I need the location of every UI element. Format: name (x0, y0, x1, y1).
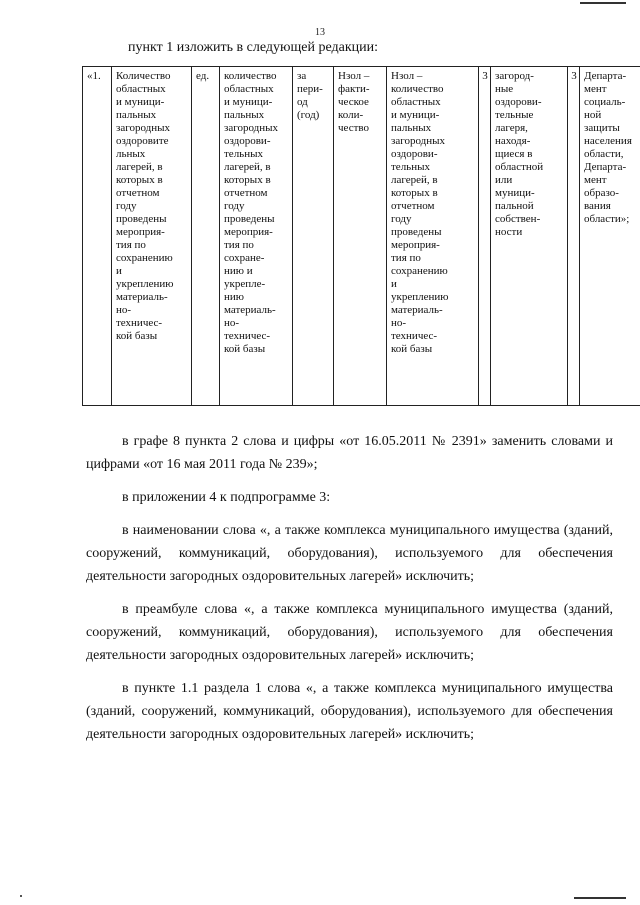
table-cell-formula-description: Нзол – количество областных и муници- пальных загородных оздорови- тельных лагерей, в которых в отчетном году проведены мероприя- тия по сохранению и укреплению материаль- но- техничес- кой базы (387, 67, 479, 406)
scan-dot-mark (20, 895, 22, 897)
scan-edge-mark-bottom (574, 897, 626, 899)
intro-line: пункт 1 изложить в следующей редакции: (128, 40, 378, 55)
scan-edge-mark-top (580, 2, 626, 4)
table-cell-responsible-code: 3 (568, 67, 580, 406)
table-row (83, 67, 640, 406)
table-cell-responsible: Департа- мент социаль- ной защиты населения области, Департа- мент образо- вания области»; (580, 67, 640, 406)
table-cell-number: «1. (83, 67, 112, 406)
paragraph: в пункте 1.1 раздела 1 слова «, а также комплекса муниципального имущества (зданий, сооружений, коммуникаций, оборудования), используемого для обеспечения деятельности загородных оздоровительных лагерей» исключить; (86, 681, 613, 742)
document-body (86, 430, 613, 756)
table-cell-period: за пери- од (год) (293, 67, 334, 406)
paragraph: в приложении 4 к подпрограмме 3: (122, 490, 331, 505)
amendment-table (82, 66, 640, 406)
table-cell-indicator-name: Количество областных и муници- пальных загородных оздоровите льных лагерей, в которых в отчетном году проведены мероприя- тия по сохранению и укреплению материаль- но- техничес- кой базы (112, 67, 192, 406)
page-number: 13 (315, 27, 325, 38)
table-cell-formula: Нзол – факти- ческое коли- чество (334, 67, 387, 406)
paragraph: в преамбуле слова «, а также комплекса муниципального имущества (зданий, сооружений, коммуникаций, оборудования), используемого для обеспечения деятельности загородных оздоровительных лагерей» исключить; (86, 602, 613, 663)
paragraph: в графе 8 пункта 2 слова и цифры «от 16.05.2011 № 2391» заменить словами и цифрами «от 16 мая 2011 года № 239»; (86, 434, 613, 472)
table-cell-source-code: 3 (479, 67, 491, 406)
table-cell-unit: ед. (192, 67, 220, 406)
paragraph: в наименовании слова «, а также комплекса муниципального имущества (зданий, сооружений, коммуникаций, оборудования), используемого для обеспечения деятельности загородных оздоровительных лагерей» исключить; (86, 523, 613, 584)
table-cell-definition: количество областных и муници- пальных загородных оздорови- тельных лагерей, в которых в отчетном году проведены мероприя- тия по сохране- нию и укрепле- нию материаль- но- техничес- кой базы (220, 67, 293, 406)
table-cell-scope: загород- ные оздорови- тельные лагеря, находя- щиеся в областной или муници- пальной собствен- ности (491, 67, 568, 406)
